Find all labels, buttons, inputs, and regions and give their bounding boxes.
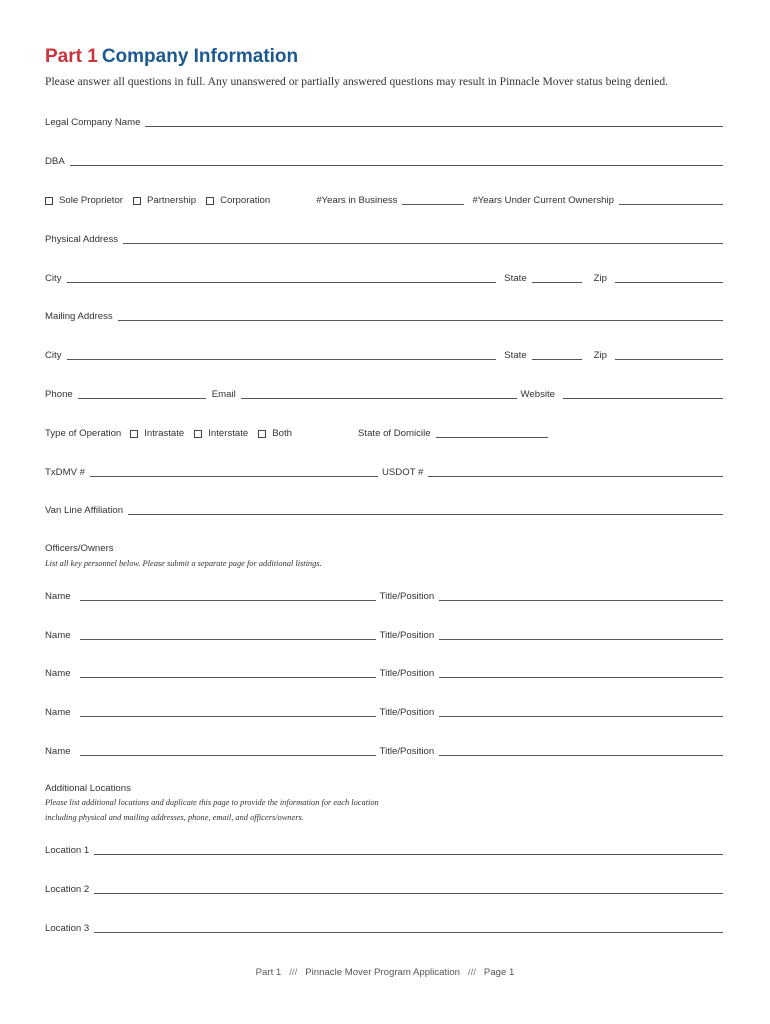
location-3-row <box>45 920 723 936</box>
officer-title-label: Title/Position <box>379 746 435 757</box>
both-label: Both <box>272 428 293 439</box>
registration-row <box>45 464 723 480</box>
physical-address-row <box>45 231 723 247</box>
operation-row <box>45 425 723 441</box>
officers-note: List all key personnel below. Please submit a separate page for additional listings. <box>45 559 322 568</box>
phone-label: Phone <box>45 389 73 400</box>
years-business-label: #Years in Business <box>316 195 398 206</box>
years-ownership-label: #Years Under Current Ownership <box>472 195 614 206</box>
both-option[interactable] <box>258 428 292 441</box>
officer-name-label: Name <box>45 746 71 757</box>
officer-title-label: Title/Position <box>379 630 435 641</box>
state-domicile-label: State of Domicile <box>358 428 431 439</box>
van-line-row <box>45 502 723 518</box>
location-3-label: Location 3 <box>45 923 90 934</box>
partnership-label: Partnership <box>147 195 197 206</box>
officer-name-field[interactable] <box>80 599 376 601</box>
intrastate-label: Intrastate <box>144 428 185 439</box>
business-type-row <box>45 192 723 208</box>
location-3-field[interactable] <box>94 931 723 933</box>
txdmv-label: TxDMV # <box>45 467 85 478</box>
part-label: Part 1 <box>45 46 98 67</box>
officer-row <box>45 665 723 681</box>
sole-label: Sole Proprietor <box>59 195 123 206</box>
physical-address-field[interactable] <box>123 242 723 244</box>
state-field[interactable] <box>532 358 582 360</box>
city-row-mailing <box>45 347 723 363</box>
interstate-checkbox[interactable] <box>194 430 202 438</box>
state-domicile-field[interactable] <box>436 436 548 438</box>
location-1-field[interactable] <box>94 853 723 855</box>
footer-page: Page 1 <box>483 967 515 978</box>
location-2-field[interactable] <box>94 892 723 894</box>
email-field[interactable] <box>241 397 517 399</box>
officer-name-field[interactable] <box>80 638 376 640</box>
contact-row <box>45 386 723 402</box>
locations-heading: Additional Locations <box>45 783 131 794</box>
officer-row <box>45 704 723 720</box>
officer-name-label: Name <box>45 668 71 679</box>
city-label: City <box>45 350 62 361</box>
location-1-row <box>45 842 723 858</box>
legal-name-field[interactable] <box>145 125 723 127</box>
city-field[interactable] <box>67 281 497 283</box>
officer-row <box>45 588 723 604</box>
location-2-label: Location 2 <box>45 884 90 895</box>
officer-title-label: Title/Position <box>379 591 435 602</box>
officer-title-field[interactable] <box>439 715 723 717</box>
mailing-address-row <box>45 308 723 324</box>
both-checkbox[interactable] <box>258 430 266 438</box>
section-label: Company Information <box>101 46 299 67</box>
footer-part: Part 1 <box>255 967 282 978</box>
intrastate-option[interactable] <box>130 428 184 441</box>
location-1-label: Location 1 <box>45 845 90 856</box>
state-label: State <box>504 273 527 284</box>
intro-text: Please answer all questions in full. Any unanswered or partially answered questions may result in Pinnacle Mover status being denied. <box>45 75 669 88</box>
txdmv-field[interactable] <box>90 475 378 477</box>
officer-name-label: Name <box>45 707 71 718</box>
section-title <box>45 46 298 68</box>
website-field[interactable] <box>563 397 723 399</box>
phone-field[interactable] <box>78 397 206 399</box>
officer-title-label: Title/Position <box>379 668 435 679</box>
officer-name-label: Name <box>45 630 71 641</box>
zip-label: Zip <box>593 350 607 361</box>
locations-note-line2: including physical and mailing addresses, phone, email, and officers/owners. <box>45 813 304 822</box>
sole-checkbox[interactable] <box>45 197 53 205</box>
footer-separator: /// <box>467 967 476 978</box>
officer-title-field[interactable] <box>439 638 723 640</box>
van-line-field[interactable] <box>128 513 723 515</box>
mailing-address-label: Mailing Address <box>45 311 113 322</box>
partnership-checkbox[interactable] <box>133 197 141 205</box>
dba-row <box>45 153 723 169</box>
sole-option[interactable] <box>45 195 123 208</box>
email-label: Email <box>211 389 236 400</box>
usdot-field[interactable] <box>428 475 723 477</box>
interstate-label: Interstate <box>208 428 249 439</box>
officer-name-field[interactable] <box>80 676 376 678</box>
officers-heading: Officers/Owners <box>45 543 114 554</box>
type-operation-label: Type of Operation <box>45 428 122 439</box>
officer-row <box>45 743 723 759</box>
intrastate-checkbox[interactable] <box>130 430 138 438</box>
years-ownership-field[interactable] <box>619 203 723 205</box>
officer-title-label: Title/Position <box>379 707 435 718</box>
corporation-label: Corporation <box>220 195 271 206</box>
zip-label: Zip <box>593 273 607 284</box>
zip-field[interactable] <box>615 358 723 360</box>
dba-field[interactable] <box>70 164 723 166</box>
mailing-address-field[interactable] <box>118 319 723 321</box>
legal-name-row <box>45 114 723 130</box>
officer-row <box>45 627 723 643</box>
van-line-label: Van Line Affiliation <box>45 505 124 516</box>
officer-title-field[interactable] <box>439 599 723 601</box>
city-row-physical <box>45 270 723 286</box>
dba-label: DBA <box>45 156 65 167</box>
interstate-option[interactable] <box>194 428 248 441</box>
corporation-checkbox[interactable] <box>206 197 214 205</box>
locations-note-line1: Please list additional locations and duplicate this page to provide the information for each location <box>45 798 379 807</box>
location-2-row <box>45 881 723 897</box>
officer-title-field[interactable] <box>439 754 723 756</box>
officer-name-label: Name <box>45 591 71 602</box>
footer-program: Pinnacle Mover Program Application <box>305 967 460 978</box>
state-label: State <box>504 350 527 361</box>
officer-name-field[interactable] <box>80 715 376 717</box>
page-footer <box>0 967 770 978</box>
footer-separator: /// <box>289 967 298 978</box>
years-business-field[interactable] <box>402 203 464 205</box>
state-field[interactable] <box>532 281 582 283</box>
legal-name-label: Legal Company Name <box>45 117 141 128</box>
corporation-option[interactable] <box>206 195 270 208</box>
partnership-option[interactable] <box>133 195 196 208</box>
physical-address-label: Physical Address <box>45 234 119 245</box>
zip-field[interactable] <box>615 281 723 283</box>
website-label: Website <box>520 389 555 400</box>
city-label: City <box>45 273 62 284</box>
officer-title-field[interactable] <box>439 676 723 678</box>
usdot-label: USDOT # <box>381 467 424 478</box>
officer-name-field[interactable] <box>80 754 376 756</box>
city-field[interactable] <box>67 358 497 360</box>
